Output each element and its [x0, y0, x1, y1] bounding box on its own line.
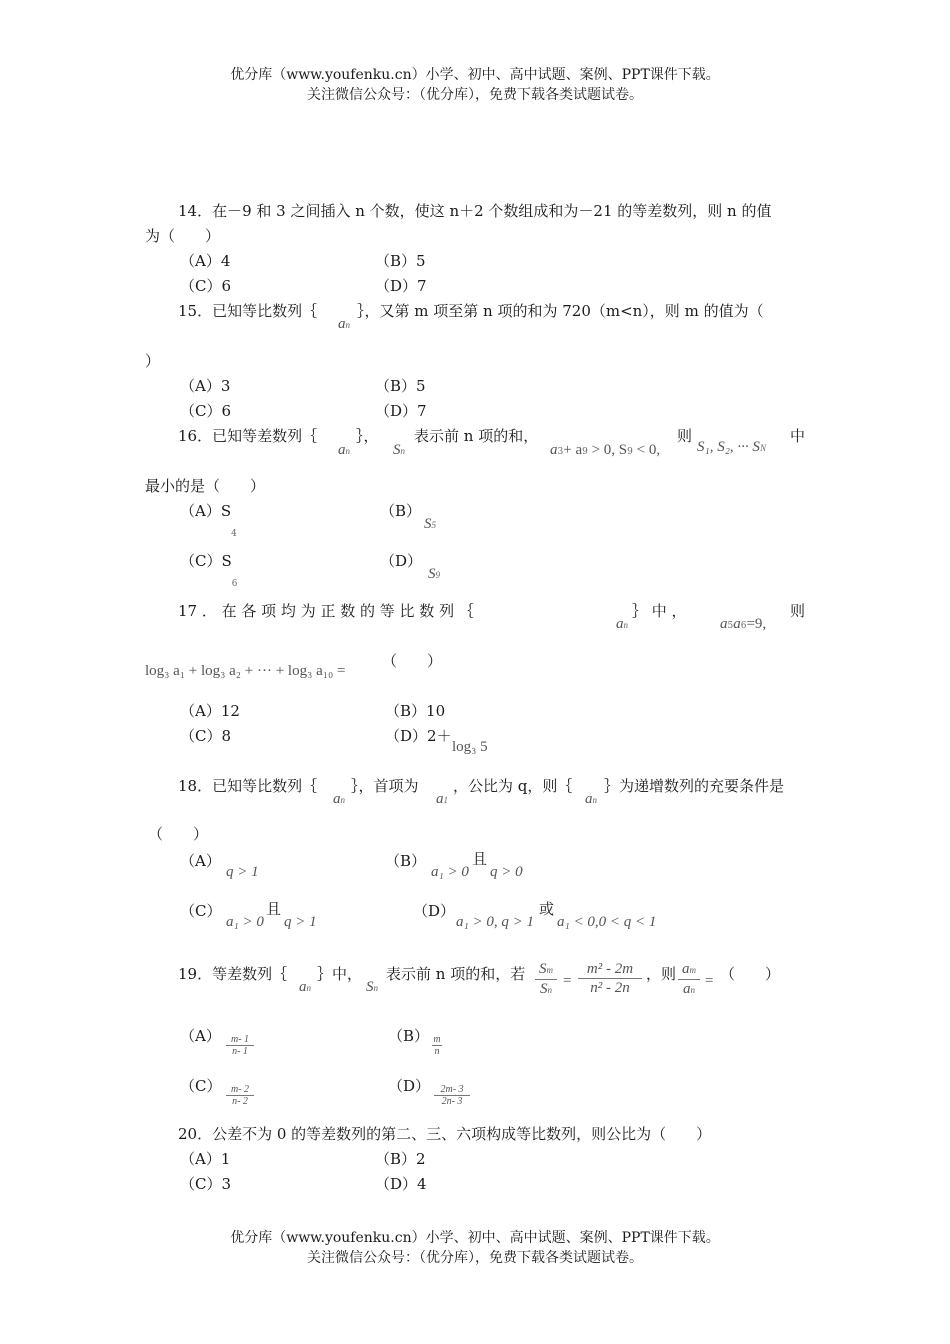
q18-option-b: （B）	[385, 852, 427, 870]
q18-option-b-and: 且	[472, 850, 488, 868]
q18-option-b-expr2: q > 0	[490, 864, 523, 880]
q14-stem-line2: 为（ ）	[145, 227, 221, 245]
q19-equals-2: =	[705, 973, 714, 989]
q19-stem-part2: ｝中，	[317, 965, 363, 983]
q19-option-c-fraction: m- 2 n- 2	[226, 1084, 254, 1107]
q15-option-a: （A）3	[180, 377, 231, 395]
q17-option-a: （A）12	[180, 702, 240, 720]
q16-option-c: $(C)S_6$	[180, 552, 238, 589]
header-line-2: 关注微信公众号：（优分库），免费下载各类试题试卷。	[307, 87, 643, 103]
q19-stem-part4: ，则	[646, 965, 677, 983]
q16-option-b-s5: S5	[424, 516, 436, 532]
q18-option-a: （A）	[180, 852, 221, 870]
q18-option-c-and: 且	[266, 900, 282, 918]
q16-stem-part3: 表示前 n 项的和，	[414, 427, 539, 445]
q16-condition: a3+ a9 > 0, S9 < 0,	[550, 442, 661, 458]
q19-stem-part3: 表示前 n 项的和，若	[386, 965, 526, 983]
q19-option-c: （C）	[180, 1077, 222, 1095]
q17-then: 则	[790, 602, 806, 620]
q20-option-b: （B）2	[375, 1150, 426, 1168]
q16-option-d: （D）	[380, 552, 423, 570]
q18-option-a-expr: q > 1	[226, 864, 259, 880]
q20-option-d: （D）4	[375, 1175, 427, 1193]
q14-option-a: （A）4	[180, 252, 231, 270]
q18-stem-part3: ，公比为 q，则｛	[453, 777, 573, 795]
q19-ratio-fraction: am an	[678, 960, 700, 999]
q15-option-c: （C）6	[180, 402, 232, 420]
q16-option-a: $(A)S_4$	[180, 502, 237, 539]
q19-rhs-fraction: m² - 2m n² - 2n	[578, 960, 642, 997]
footer-line-2: 关注微信公众号：（优分库），免费下载各类试题试卷。	[307, 1250, 643, 1266]
q18-stem-part1: 18．已知等比数列｛	[178, 777, 318, 795]
q14-option-b: （B）5	[375, 252, 426, 270]
q17-option-d-log: log₃ 5	[452, 739, 488, 755]
q18-option-b-expr1: a₁ > 0	[431, 864, 469, 880]
q15-stem-part3: ）	[145, 352, 161, 370]
q14-stem-line1: 14．在－9 和 3 之间插入 n 个数，使这 n＋2 个数组成和为－21 的等差数列，则 n 的值	[178, 202, 772, 220]
q17-stem-part1: 17 ． 在 各 项 均 为 正 数 的 等 比 数 列 ｛	[178, 602, 474, 620]
q14-option-d: （D）7	[375, 277, 427, 295]
q18-a1-symbol: a1	[436, 791, 448, 807]
q17-stem-part2: ｝ 中 ，	[632, 602, 687, 620]
q17-log-expression: log₃ a₁ + log₃ a₂ + ··· + log₃ a₁₀ =	[145, 663, 346, 679]
q19-lhs-fraction: Sm Sn	[535, 960, 557, 999]
q17-paren: （ ）	[382, 652, 443, 670]
q19-option-a-fraction: m- 1 n- 1	[226, 1034, 254, 1057]
q17-a5a6: a5a6=9,	[720, 616, 767, 632]
q18-option-c-expr1: a₁ > 0	[226, 914, 264, 930]
q18-an-symbol-1: an	[333, 791, 345, 807]
q16-middle: 中	[790, 427, 806, 445]
q20-option-a: （A）1	[180, 1150, 231, 1168]
q16-stem-part2: ｝，	[356, 427, 379, 445]
q15-stem-part2: ｝，又第 m 项至第 n 项的和为 720（m<n），则 m 的值为（	[357, 302, 764, 320]
q16-sn-symbol: Sn	[393, 442, 405, 458]
q15-an-symbol: an	[338, 316, 350, 332]
q18-an-symbol-2: an	[585, 791, 597, 807]
q17-option-b: （B）10	[385, 702, 446, 720]
q19-option-d-fraction: 2m- 3 2n- 3	[434, 1084, 470, 1107]
q18-stem-part5: （ ）	[148, 825, 209, 843]
footer-line-1: 优分库（www.youfenku.cn）小学、初中、高中试题、案例、PPT课件下载。	[230, 1230, 720, 1246]
q18-option-d: （D）	[413, 902, 456, 920]
q19-option-a: （A）	[180, 1027, 221, 1045]
q15-stem-part1: 15．已知等比数列｛	[178, 302, 318, 320]
q19-equals-1: =	[563, 973, 572, 989]
q19-option-b: （B）	[388, 1027, 430, 1045]
header-line-1: 优分库（www.youfenku.cn）小学、初中、高中试题、案例、PPT课件下载。	[230, 67, 720, 83]
q17-option-d: （D）2＋	[385, 727, 452, 745]
q19-stem-part5: （ ）	[720, 965, 781, 983]
q19-an-symbol: an	[299, 979, 311, 995]
q19-sn-symbol: Sn	[366, 979, 378, 995]
q19-stem-part1: 19．等差数列｛	[178, 965, 288, 983]
q18-option-d-or: 或	[539, 900, 555, 918]
q16-stem-part1: 16．已知等差数列｛	[178, 427, 318, 445]
q16-an-symbol: an	[338, 442, 350, 458]
q18-option-d-expr2: a₁ < 0,0 < q < 1	[557, 914, 657, 930]
q17-an-symbol: an	[616, 616, 628, 632]
q16-option-d-s9: S9	[428, 566, 440, 582]
q14-option-c: （C）6	[180, 277, 232, 295]
q18-option-c: （C）	[180, 902, 222, 920]
q20-stem: 20．公差不为 0 的等差数列的第二、三、六项构成等比数列，则公比为（ ）	[178, 1125, 712, 1143]
q15-option-d: （D）7	[375, 402, 427, 420]
q18-stem-part2: ｝，首项为	[351, 777, 419, 795]
q16-stem-part4: 最小的是（ ）	[145, 477, 266, 495]
q16-then: 则	[677, 427, 693, 445]
q18-option-d-expr1: a₁ > 0, q > 1	[456, 914, 534, 930]
q16-sequence: S₁, S₂, ··· SN	[697, 439, 766, 455]
q20-option-c: （C）3	[180, 1175, 232, 1193]
q18-stem-part4: ｝为递增数列的充要条件是	[604, 777, 785, 795]
q19-option-d: （D）	[388, 1077, 431, 1095]
q16-option-b: （B）	[380, 502, 422, 520]
q18-option-c-expr2: q > 1	[284, 914, 317, 930]
q15-option-b: （B）5	[375, 377, 426, 395]
q17-option-c: （C）8	[180, 727, 232, 745]
q19-option-b-fraction: m n	[433, 1034, 441, 1057]
